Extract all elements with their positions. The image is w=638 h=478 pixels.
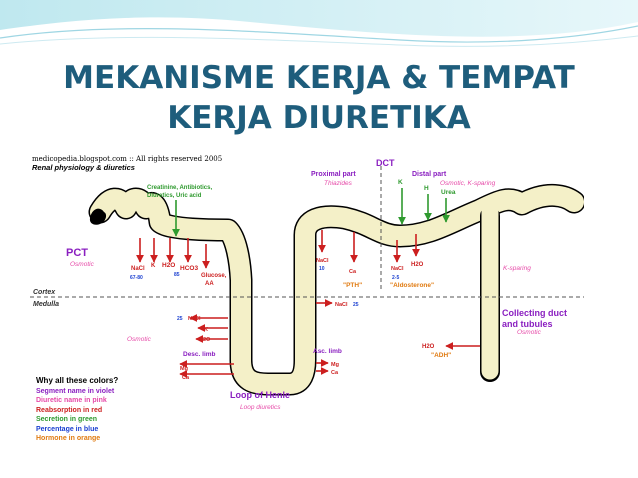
- reabs-prox-ca: Ca: [349, 269, 357, 275]
- secretion-urea: Urea: [441, 189, 456, 196]
- source-caption: medicopedia.blogspot.com :: All rights reserved 2005: [32, 155, 223, 163]
- legend-item-diuretic: Diuretic name in pink: [36, 397, 107, 404]
- segment-desc-limb: Desc. limb: [183, 351, 216, 358]
- reabs-asc-mg: Mg: [331, 362, 339, 368]
- reabs-pct-nacl: NaCl: [131, 266, 145, 272]
- slide-title-line-1: MEKANISME KERJA & TEMPAT: [63, 60, 575, 96]
- pct-desc-nacl: 25: [177, 316, 183, 322]
- segment-loop-of-henle: Loop of Henle: [230, 390, 290, 400]
- cortex-label: Cortex: [33, 289, 56, 296]
- reabs-desc-ca: Ca: [182, 375, 190, 381]
- reabs-coll-h2o: H2O: [422, 344, 435, 350]
- reabs-asc-nacl: NaCl: [335, 302, 348, 308]
- diagram-subtitle: Renal physiology & diuretics: [32, 163, 135, 172]
- diuretic-thiazides: Thiazides: [324, 180, 352, 187]
- reabs-desc-k: K: [204, 327, 208, 333]
- diuretic-loop: Loop diuretics: [240, 404, 281, 411]
- reabs-pct-aa: AA: [205, 281, 214, 287]
- pct-pct-h2o: 85: [174, 272, 180, 278]
- segment-collecting-1: Collecting duct: [502, 308, 567, 318]
- hormone-adh: "ADH": [431, 352, 452, 359]
- secretion-pct-line-1: Creatinine, Antibiotics,: [147, 185, 213, 191]
- reabs-pct-h2o: H2O: [162, 262, 176, 269]
- header-waves: [0, 0, 638, 55]
- color-legend: [36, 376, 118, 444]
- diuretic-medulla: Osmotic: [127, 336, 151, 343]
- reabs-dist-h2o: H2O: [411, 262, 424, 268]
- legend-item-percentage: Percentage in blue: [36, 425, 99, 433]
- reabs-desc-mg: Mg: [180, 366, 188, 372]
- segment-pct: PCT: [66, 247, 88, 259]
- diuretic-distal: Osmotic, K-sparing: [440, 180, 496, 187]
- segment-dct: DCT: [376, 158, 395, 168]
- reabs-desc-h2o: H2O: [199, 337, 211, 343]
- segment-proximal-part: Proximal part: [311, 171, 356, 178]
- reabs-asc-ca: Ca: [331, 370, 339, 376]
- secretion-k: K: [398, 179, 403, 186]
- hormone-pth: "PTH": [343, 282, 363, 289]
- pct-dist-nacl: 2-5: [392, 275, 400, 281]
- pct-asc-nacl: 25: [353, 302, 359, 308]
- legend-item-segment: Segment name in violet: [36, 387, 115, 395]
- slide-title: [0, 58, 638, 138]
- reabs-pct-k: K: [151, 263, 156, 269]
- legend-item-secretion: Secretion in green: [36, 416, 98, 423]
- segment-distal-part: Distal part: [412, 171, 447, 178]
- diuretic-pct: Osmotic: [70, 261, 94, 268]
- legend-item-hormone: Hormone in orange: [36, 435, 101, 442]
- diuretic-collecting: Osmotic: [517, 329, 541, 336]
- secretion-pct-line-2: Diuretics, Uric acid: [147, 193, 202, 199]
- secretion-h: H: [424, 185, 429, 192]
- reabs-desc-nacl: NaCl: [188, 316, 201, 322]
- legend-title: Why all these colors?: [36, 376, 119, 385]
- medulla-label: Medulla: [33, 301, 60, 308]
- legend-item-reabsorption: Reabsorption in red: [36, 406, 103, 414]
- reabs-pct-glucose: Glucose,: [201, 273, 227, 279]
- segment-collecting-2: and tubules: [502, 319, 553, 329]
- hormone-aldosterone: "Aldosterone": [390, 282, 435, 289]
- reabs-dist-nacl: NaCl: [391, 266, 404, 272]
- pct-prox-nacl: 10: [319, 266, 325, 272]
- reabs-prox-nacl: NaCl: [316, 258, 329, 264]
- segment-asc-limb: Asc. limb: [313, 348, 342, 355]
- pct-pct-nacl: 67-80: [130, 275, 143, 281]
- slide-title-line-2: KERJA DIURETIKA: [167, 100, 471, 136]
- reabs-pct-hco3: HCO3: [180, 265, 199, 272]
- diuretic-k-sparing: K-sparing: [503, 265, 531, 272]
